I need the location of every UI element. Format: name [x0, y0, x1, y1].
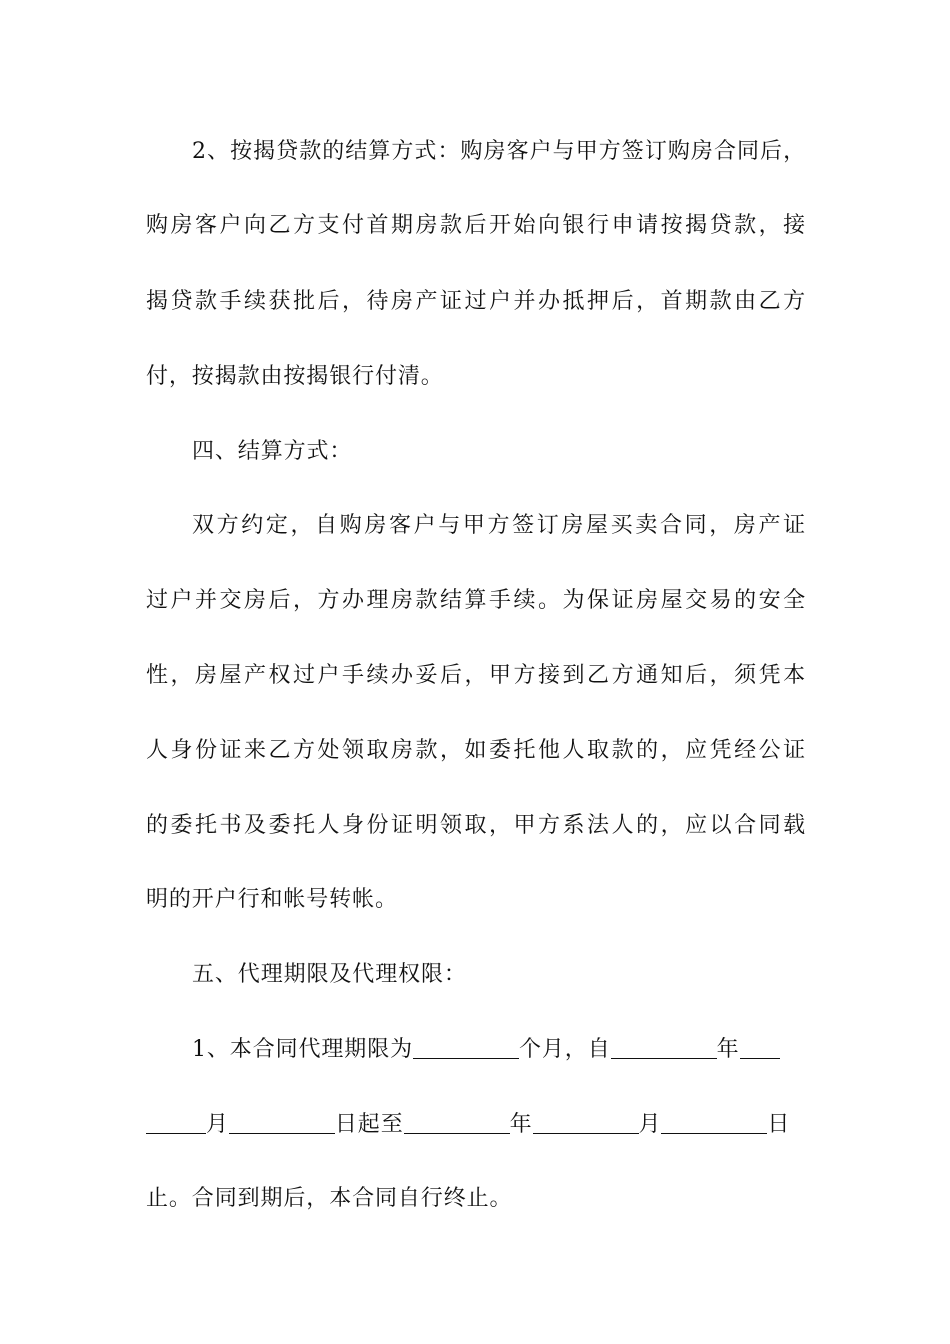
term-text: 1、本合同代理期限为 — [192, 1037, 413, 1062]
blank-end-year — [404, 1111, 510, 1134]
paragraph-line: 止。合同到期后，本合同自行终止。 — [146, 1186, 513, 1211]
blank-start-month-part1 — [740, 1036, 780, 1059]
section-heading: 五、代理期限及代理权限： — [192, 962, 467, 987]
date-text: 月 — [638, 1112, 662, 1137]
blank-months — [413, 1036, 519, 1059]
blank-start-month-part2 — [146, 1111, 206, 1134]
term-text: 年 — [716, 1037, 740, 1062]
date-text: 月 — [206, 1112, 229, 1137]
blank-end-month — [533, 1111, 639, 1134]
section-heading: 四、结算方式： — [192, 439, 353, 464]
term-text: 个月，自 — [519, 1037, 611, 1062]
date-text: 日 — [767, 1112, 791, 1137]
paragraph-line: 双方约定，自购房客户与甲方签订房屋买卖合同，房产证 — [192, 513, 806, 538]
blank-end-day — [661, 1111, 767, 1134]
date-text: 日起至 — [334, 1112, 404, 1137]
blank-start-year — [611, 1036, 717, 1059]
paragraph-line: 揭贷款手续获批后，待房产证过户并办抵押后，首期款由乙方 — [146, 289, 806, 314]
paragraph-line: 人身份证来乙方处领取房款，如委托他人取款的，应凭经公证 — [146, 738, 806, 763]
paragraph-line: 购房客户向乙方支付首期房款后开始向银行申请按揭贷款，接 — [146, 213, 806, 238]
paragraph-line: 付，按揭款由按揭银行付清。 — [146, 364, 444, 389]
paragraph-line: 明的开户行和帐号转帐。 — [146, 887, 398, 912]
paragraph-line: 性，房屋产权过户手续办妥后，甲方接到乙方通知后，须凭本 — [146, 663, 806, 688]
date-line — [146, 1110, 806, 1140]
blank-start-day — [229, 1111, 335, 1134]
paragraph-line: 2、按揭贷款的结算方式：购房客户与甲方签订购房合同后， — [192, 139, 806, 164]
date-text: 年 — [509, 1112, 533, 1137]
paragraph-line: 的委托书及委托人身份证明领取，甲方系法人的，应以合同载 — [146, 813, 806, 838]
paragraph-line: 过户并交房后，方办理房款结算手续。为保证房屋交易的安全 — [146, 588, 806, 613]
term-line — [192, 1035, 806, 1065]
